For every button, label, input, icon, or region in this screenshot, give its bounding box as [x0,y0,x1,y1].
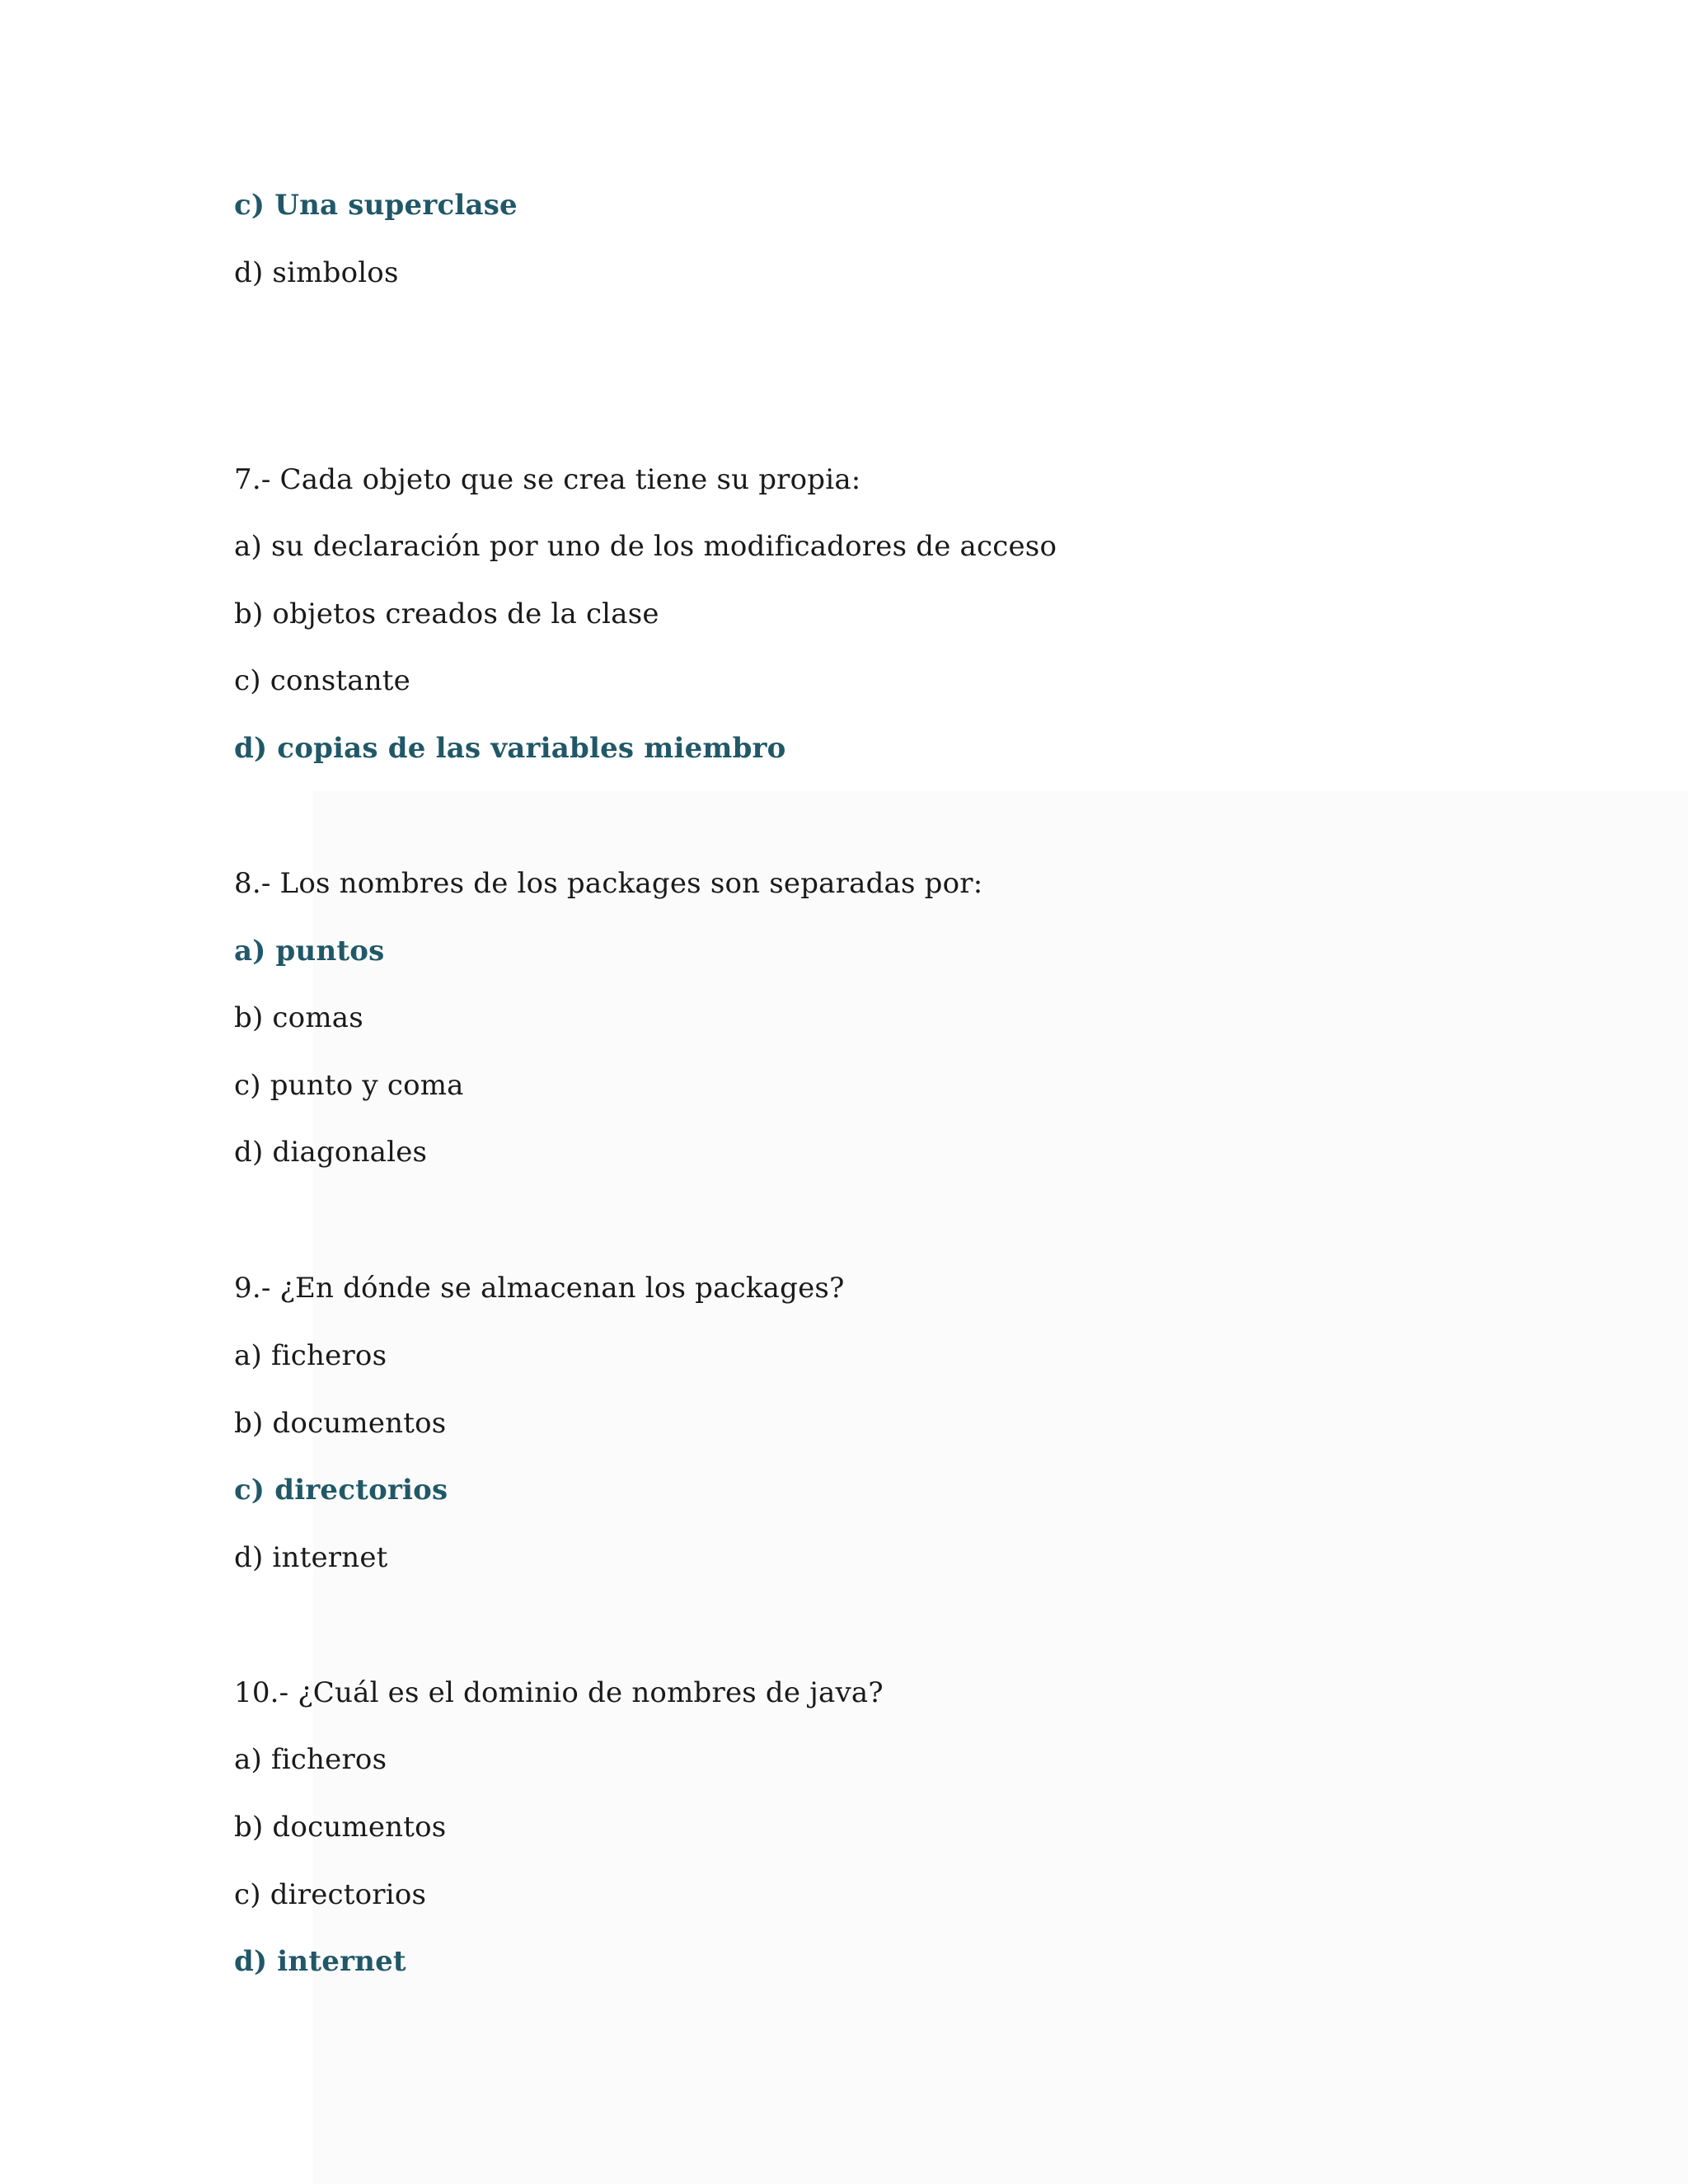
q10-option-b: b) documentos [234,1811,447,1844]
q10-option-c: c) directorios [234,1878,427,1911]
q9-option-c: c) directorios [234,1474,448,1507]
q9-option-b: b) documentos [234,1407,447,1440]
q8-question: 8.- Los nombres de los packages son separadas por: [234,867,983,900]
q7-option-c: c) constante [234,664,410,697]
q9-option-d: d) internet [234,1541,388,1574]
q8-option-c: c) punto y coma [234,1069,464,1102]
q8-option-a: a) puntos [234,935,385,968]
q7-option-a: a) su declaración por uno de los modificadores de acceso [234,530,1057,563]
q7-question: 7.- Cada objeto que se crea tiene su propia: [234,463,861,496]
q10-option-a: a) ficheros [234,1743,387,1776]
q9-question: 9.- ¿En dónde se almacenan los packages? [234,1272,845,1305]
q8-option-b: b) comas [234,1001,363,1034]
q8-option-d: d) diagonales [234,1136,428,1169]
q9-option-a: a) ficheros [234,1339,387,1372]
q10-option-d: d) internet [234,1945,406,1978]
q7-option-b: b) objetos creados de la clase [234,598,659,630]
q6-option-d: d) simbolos [234,256,399,289]
page-background-tint [313,791,1688,2184]
q10-question: 10.- ¿Cuál es el dominio de nombres de java? [234,1676,884,1709]
q7-option-d: d) copias de las variables miembro [234,732,786,765]
q6-option-c: c) Una superclase [234,189,518,222]
